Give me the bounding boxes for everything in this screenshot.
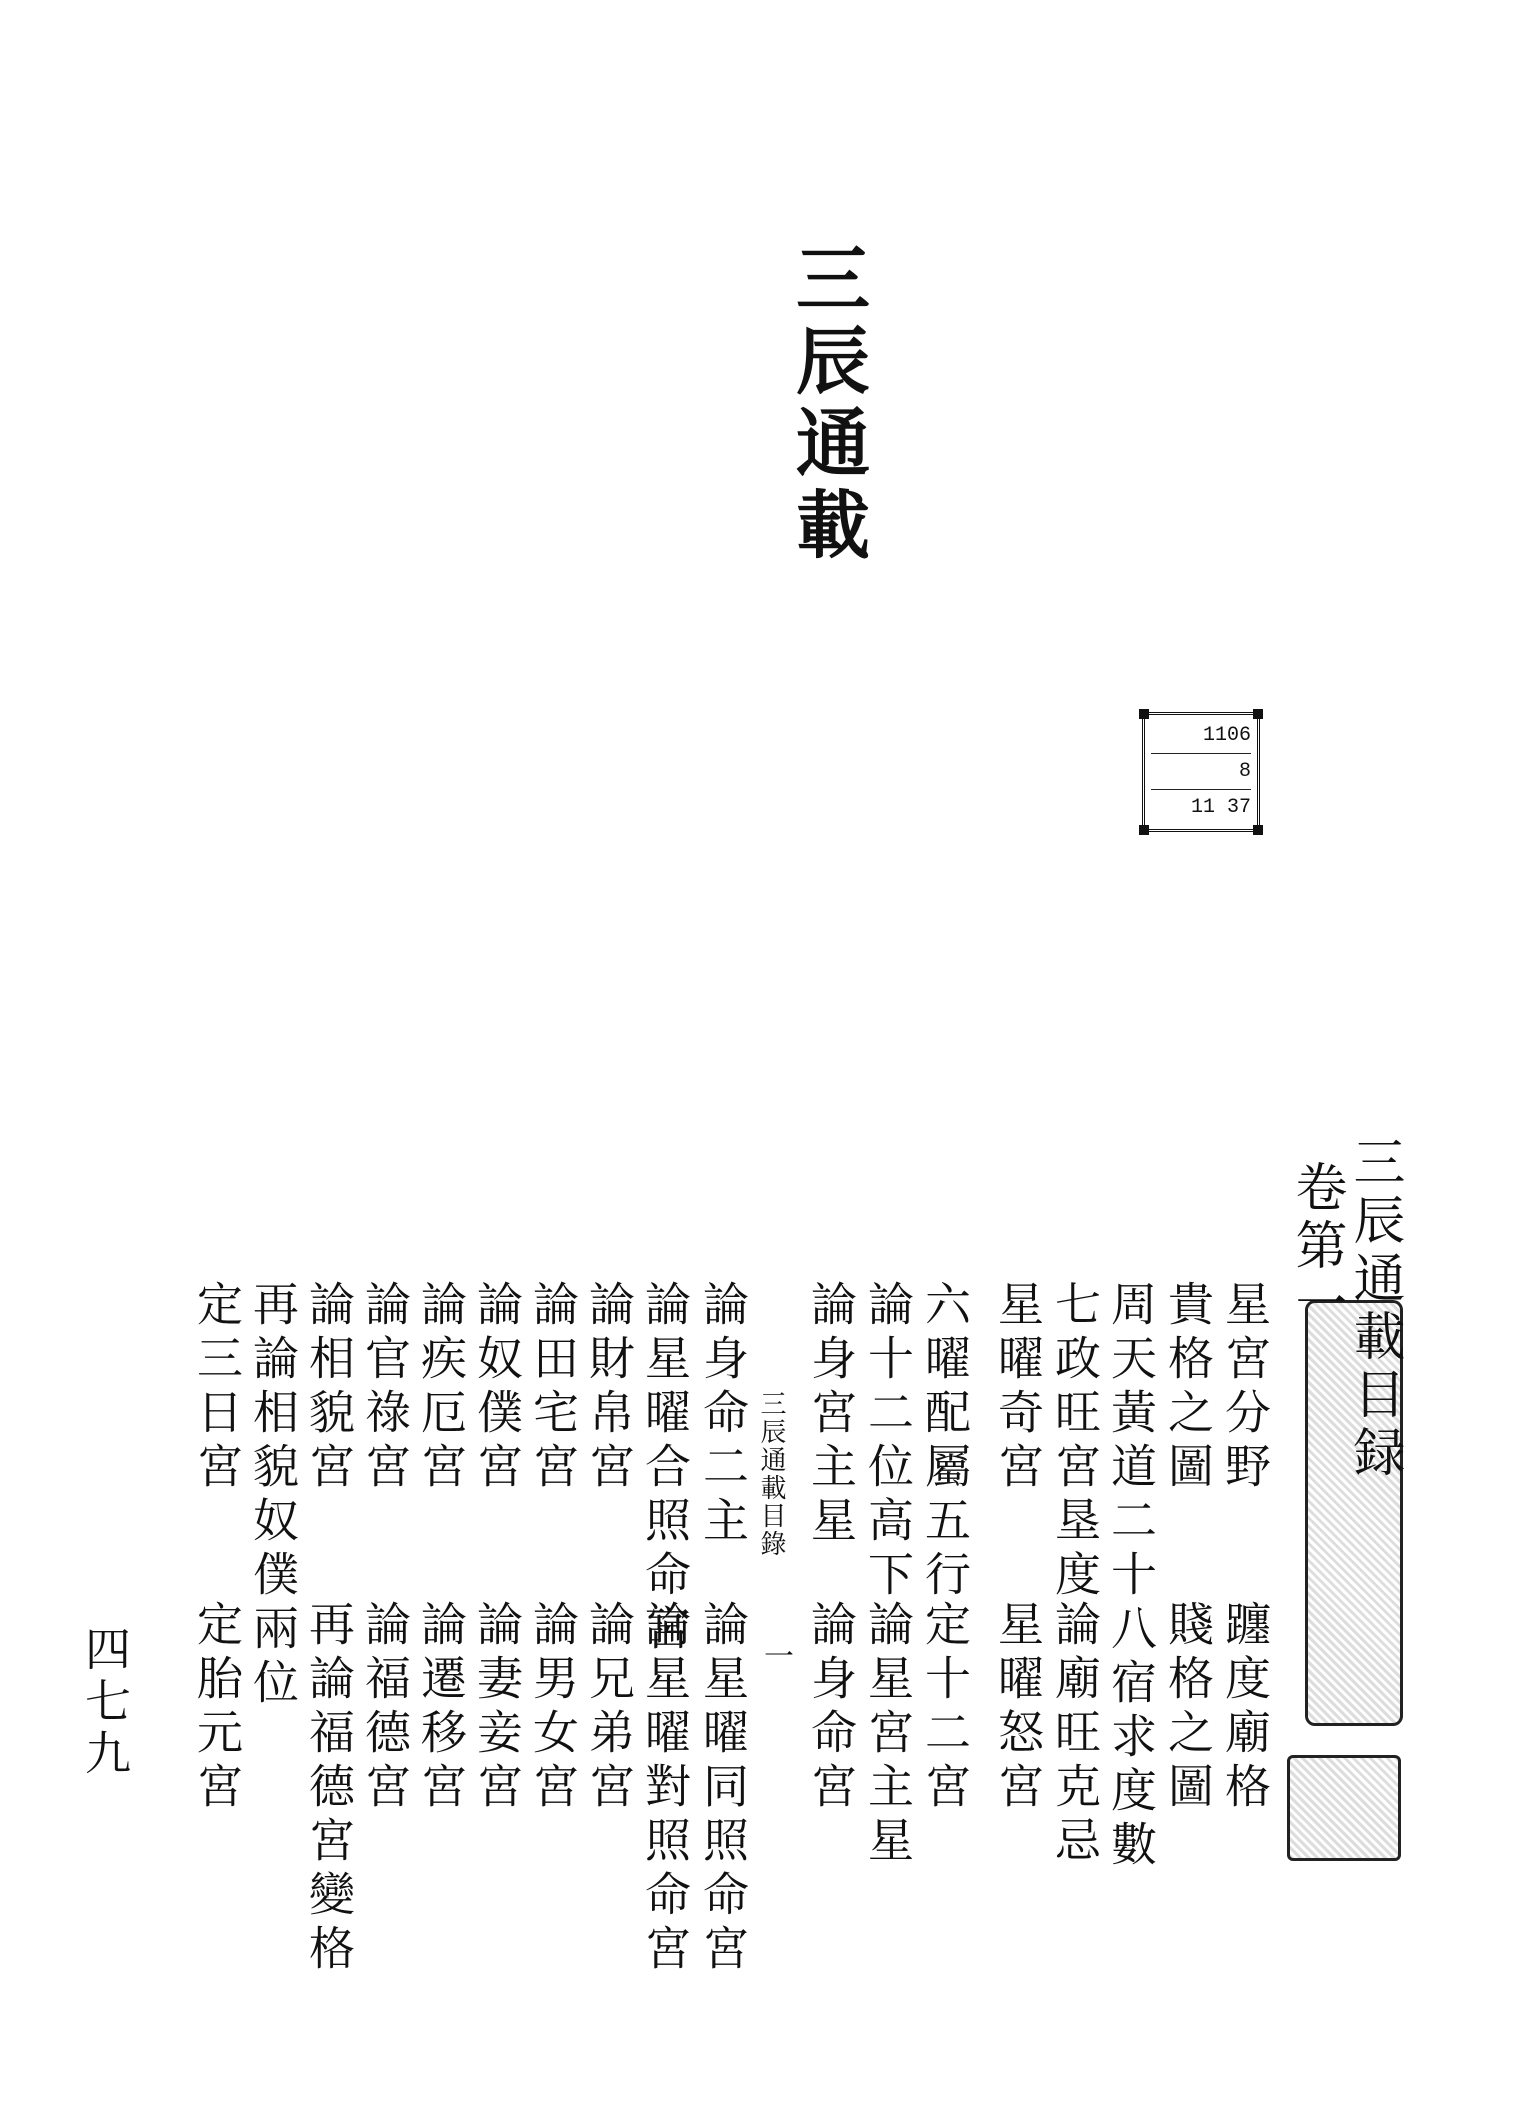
- label-corner: [1253, 825, 1263, 835]
- label-line-1: 1106: [1151, 719, 1251, 754]
- toc-entry: 論奴僕宮: [470, 1280, 524, 1496]
- toc-entry: 論身命二主: [696, 1280, 750, 1550]
- toc-entry: 躔度廟格: [1218, 1600, 1272, 1816]
- toc-entry: 定十二宮: [918, 1600, 972, 1816]
- toc-entry: 論疾厄宮: [414, 1280, 468, 1496]
- toc-title: 三辰通載目録: [1344, 1135, 1404, 1483]
- toc-entry: 星曜怒宮: [991, 1600, 1045, 1816]
- volume-heading: 卷第一: [1286, 1160, 1346, 1334]
- toc-entry: 星曜奇宮: [991, 1280, 1045, 1496]
- toc-entry: 再論福德宮變格: [302, 1600, 356, 1978]
- toc-entry: 再論相貌奴僕兩位: [246, 1280, 300, 1712]
- toc-entry: 論妻妾宮: [470, 1600, 524, 1816]
- toc-entry: 論十二位高下: [861, 1280, 915, 1604]
- toc-entry: 論身宮主星: [804, 1280, 858, 1550]
- folio-number: 一: [758, 1640, 793, 1678]
- toc-entry: 論男女宮: [526, 1600, 580, 1816]
- toc-entry: 論財帛宮: [582, 1280, 636, 1496]
- book-title: 三辰通載: [784, 240, 870, 568]
- toc-entry: 論星曜同照命宮: [696, 1600, 750, 1978]
- toc-entry: 七政旺宮垦度: [1048, 1280, 1102, 1604]
- toc-entry: 周天黃道二十八宿求度數: [1104, 1280, 1158, 1874]
- toc-entry: 論身命宮: [804, 1600, 858, 1816]
- label-line-3: 11 37: [1190, 796, 1251, 819]
- toc-entry: 論田宅宮: [526, 1280, 580, 1496]
- toc-entry: 定三日宮: [190, 1280, 244, 1496]
- toc-entry: 論福德宮: [358, 1600, 412, 1816]
- toc-entry: 論星宮主星: [861, 1600, 915, 1870]
- collector-seal-square: [1287, 1755, 1401, 1861]
- label-line-2: 8: [1151, 755, 1251, 790]
- page-number: 四七九: [78, 1625, 132, 1781]
- toc-entry: 六曜配屬五行: [918, 1280, 972, 1604]
- toc-entry: 論星曜對照命宮: [638, 1600, 692, 1978]
- toc-entry: 定胎元宮: [190, 1600, 244, 1816]
- label-corner: [1139, 825, 1149, 835]
- toc-entry: 論官祿宮: [358, 1280, 412, 1496]
- toc-entry: 星宮分野: [1218, 1280, 1272, 1496]
- folio-note: 三辰通載目錄: [756, 1390, 786, 1558]
- toc-entry: 論相貌宮: [302, 1280, 356, 1496]
- label-corner: [1253, 709, 1263, 719]
- toc-entry: 貴格之圖: [1161, 1280, 1215, 1496]
- toc-entry: 論兄弟宮: [582, 1600, 636, 1816]
- toc-entry: 論遷移宮: [414, 1600, 468, 1816]
- label-corner: [1139, 709, 1149, 719]
- toc-entry: 賤格之圖: [1161, 1600, 1215, 1816]
- toc-entry: 論星曜合照命宮: [638, 1280, 692, 1658]
- library-call-number-label: [1142, 712, 1260, 832]
- toc-entry: 論廟旺克忌: [1048, 1600, 1102, 1870]
